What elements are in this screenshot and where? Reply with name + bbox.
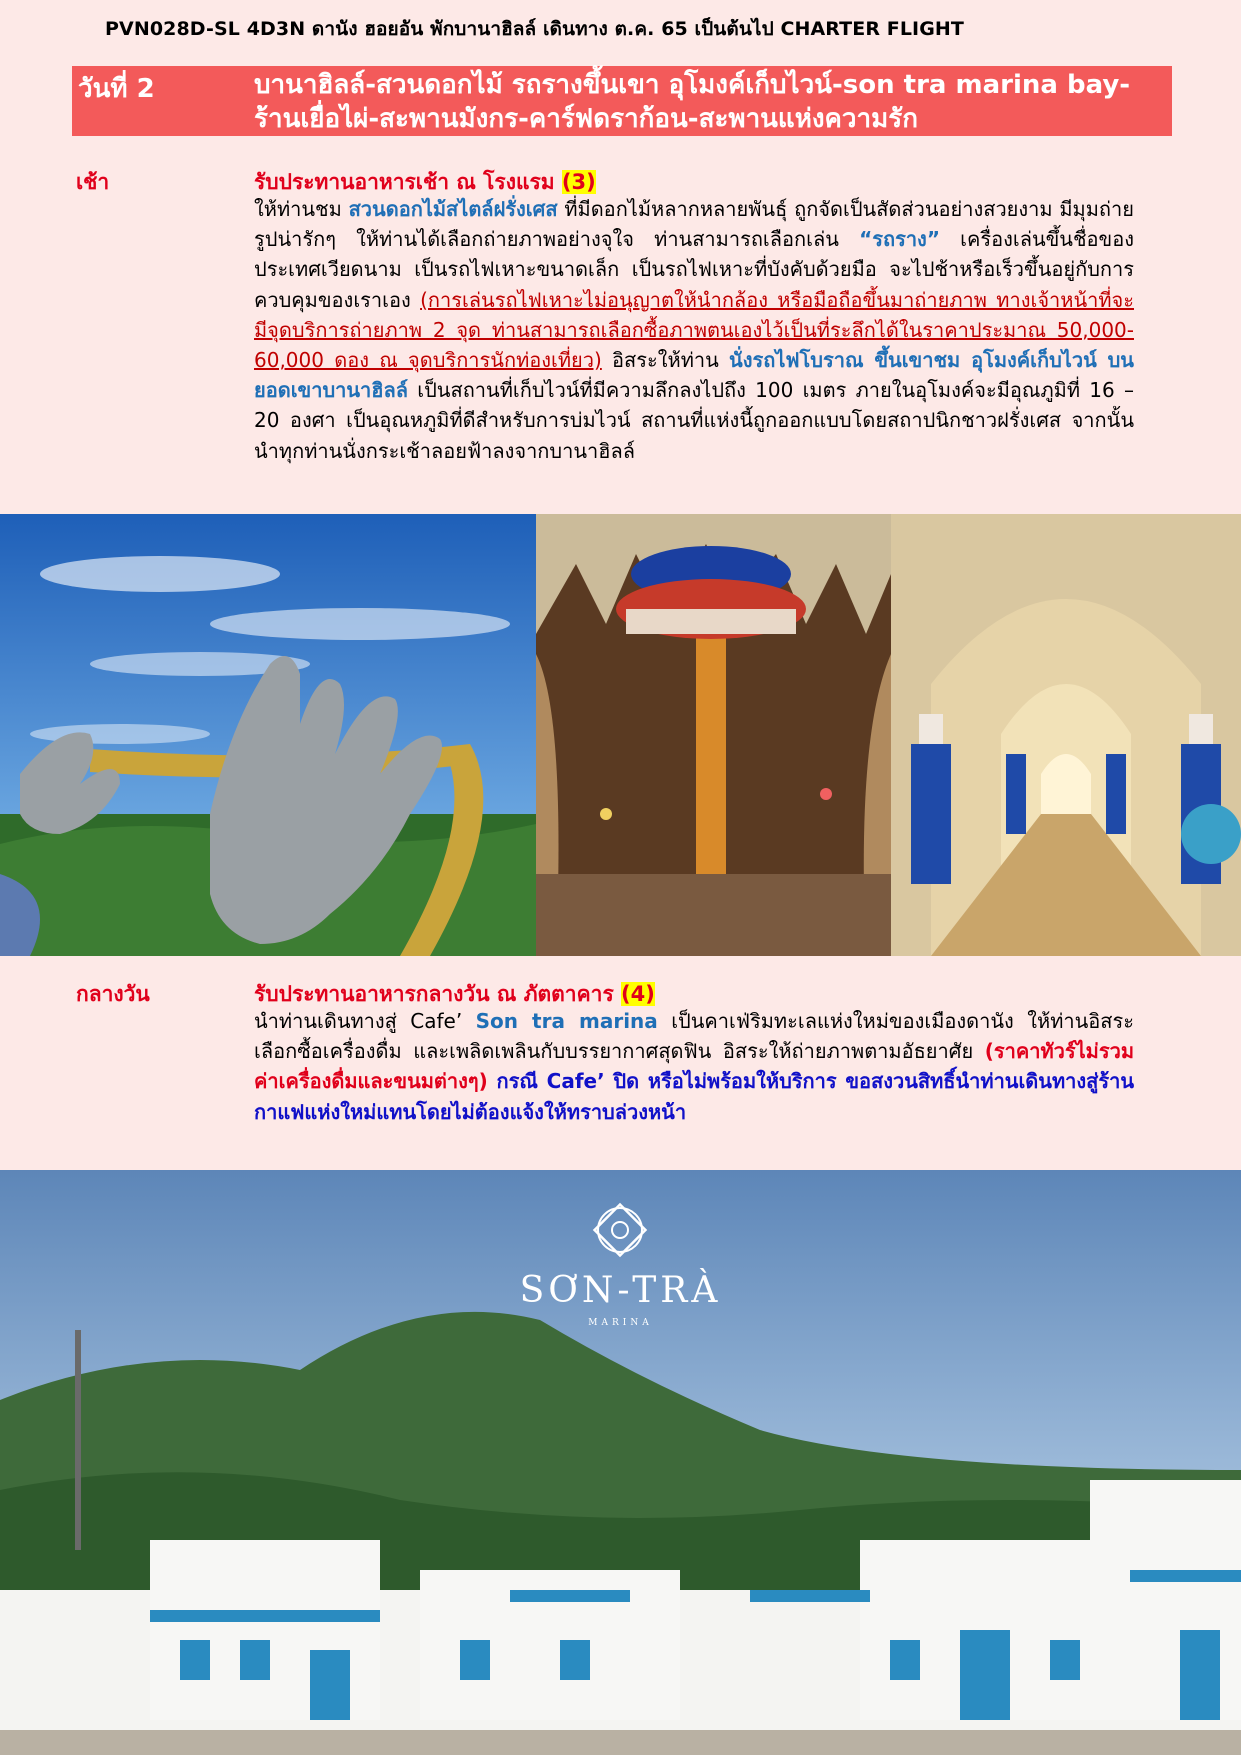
cave-ride-photo xyxy=(536,514,891,956)
lunch-highlight-son-tra: Son tra marina xyxy=(475,1009,658,1033)
morning-meal-text: รับประทานอาหารเช้า ณ โรงแรม xyxy=(254,170,555,194)
morning-note-coaster: (การเล่นรถไฟเหาะไม่อนุญาตให้นำกล้อง หรือมือถือขึ้นมาถ่ายภาพ ทางเจ้าหน้าที่จะมีจุดบริการถ่ายภาพ 2 จุด ท่านสามารถเลือกซื้อภาพตนเองไว้เป็นที่ระลึกได้ในราคาประมาณ 50,000-60,000 ดอง ณ จุดบริการนักท่องเที่ยว) xyxy=(254,287,1134,373)
lunch-note-cafe-closed: กรณี Cafe’ ปิด หรือไม่พร้อมให้บริการ ขอสงวนสิทธิ์นำท่านเดินทางสู่ร้านกาแฟแห่งใหม่แทนโดยไม่ต้องแจ้งให้ทราบล่วงหน้า xyxy=(254,1069,1134,1124)
lunch-description xyxy=(254,1006,1134,1127)
morning-text-5: เป็นสถานที่เก็บไวน์ที่มีความลึกลงไปถึง 100 เมตร ภายในอุโมงค์จะมีอุณภูมิที่ 16 – 20 องศา เป็นอุณหภูมิที่ดีสำหรับการบ่มไวน์ สถานที่แห่งนี้ถูกออกแบบโดยสถาปนิกชาวฝรั่งเศส จากนั้นนำทุกท่านนั่งกระเช้าลอยฟ้าลงจากบานาฮิลล์ xyxy=(254,378,1134,463)
morning-text-3: เครื่องเล่นขึ้นชื่อของประเทศเวียดนาม เป็นรถไฟเหาะขนาดเล็ก เป็นรถไฟเหาะที่บังคับด้วยมือ จะไปช้าหรือเร็วขึ้นอยู่กับการควบคุมของเราเอง xyxy=(254,227,1135,312)
day-title: บานาฮิลล์-สวนดอกไม้ รถรางขึ้นเขา อุโมงค์เก็บไวน์-son tra marina bay-ร้านเยื่อไผ่-สะพานมังกร-คาร์ฟดราก้อน-สะพานแห่งความรัก xyxy=(254,70,1131,134)
lunch-meal-number: (4) xyxy=(621,982,655,1006)
lunch-text-1: นำท่านเดินทางสู่ Cafe’ xyxy=(254,1009,476,1033)
morning-description xyxy=(254,194,1134,466)
morning-text-1: ให้ท่านชม xyxy=(254,197,349,221)
son-tra-marina-photo xyxy=(0,1170,1241,1755)
morning-text-2: ที่มีดอกไม้หลากหลายพันธุ์ ถูกจัดเป็นสัดส่วนอย่างสวยงาม มีมุมถ่ายรูปน่ารักๆ ให้ท่านได้เลือกถ่ายภาพอย่างจุใจ ท่านสามารถเลือกเล่น xyxy=(254,197,1134,252)
morning-label: เช้า xyxy=(76,170,110,194)
day-label: วันที่ 2 xyxy=(78,74,155,104)
page-header: PVN028D-SL 4D3N ดานัง ฮอยอัน พักบานาฮิลล์ เดินทาง ต.ค. 65 เป็นต้นไป CHARTER FLIGHT xyxy=(105,18,964,40)
golden-bridge-photo xyxy=(0,514,536,956)
lunch-text-2: เป็นคาเฟ่ริมทะเลแห่งใหม่ของเมืองดานัง ให้ท่านอิสระเลือกซื้อเครื่องดื่ม และเพลิดเพลินกับบรรยากาศสุดฟิน อิสระให้ถ่ายภาพตามอัธยาศัย xyxy=(254,1009,1134,1064)
son-tra-subtitle: MARINA xyxy=(588,1318,653,1328)
lunch-label: กลางวัน xyxy=(76,982,150,1006)
morning-meal-number: (3) xyxy=(561,170,596,194)
lunch-meal-text: รับประทานอาหารกลางวัน ณ ภัตตาคาร xyxy=(254,982,614,1006)
day-heading-bar xyxy=(72,66,1172,136)
lunch-note-price: (ราคาทัวร์ไม่รวมค่าเครื่องดื่มและขนมต่างๆ) xyxy=(254,1039,1134,1094)
wine-cellar-photo xyxy=(891,514,1241,956)
morning-highlight-tram: “รถราง” xyxy=(859,227,940,252)
son-tra-brand: SƠN-TRÀ xyxy=(519,1270,722,1311)
morning-highlight-garden: สวนดอกไม้สไตล์ฝรั่งเศส xyxy=(348,197,558,221)
morning-text-4: อิสระให้ท่าน xyxy=(601,348,730,373)
morning-highlight-wine-cellar: นั่งรถไฟโบราณ ขึ้นเขาชม อุโมงค์เก็บไวน์ บนยอดเขาบานาฮิลล์ xyxy=(254,348,1134,403)
